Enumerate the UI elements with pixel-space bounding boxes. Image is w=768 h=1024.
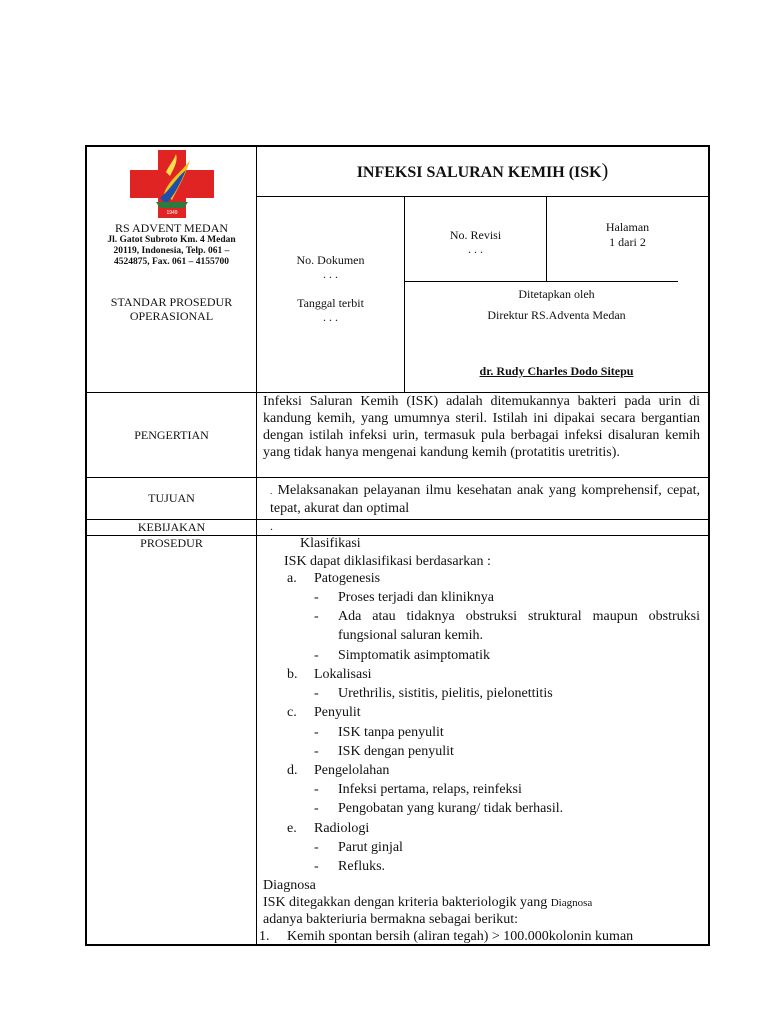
item-d-1: Pengobatan yang kurang/ tidak berhasil. [338,801,564,816]
ditetapkan-oleh: Ditetapkan oleh [518,287,595,301]
document-title [257,160,708,184]
hospital-address [87,235,256,268]
spo-line-2: OPERASIONAL [129,309,214,323]
spo-line-1: STANDAR PROSEDUR [110,295,233,309]
signatory-name: dr. Rudy Charles Dodo Sitepu [479,364,634,378]
tanggal-terbit-value: . . . [323,310,338,324]
dash-c-1: - [314,744,319,759]
item-a-2: fungsional saluran kemih. [338,628,484,643]
item-a-0: Proses terjadi dan kliniknya [338,590,494,605]
list-marker-d: d. [287,763,298,778]
kebijakan-label: KEBIJAKAN [137,520,206,534]
address-line-3: 4524875, Fax. 061 – 4155700 [113,257,230,267]
tujuan-dot: . [270,486,273,496]
tujuan-body: Melaksanakan pelayanan ilmu kesehatan anak yang komprehensif, cepat, tepat, akurat dan optimal [270,483,700,516]
diagnosa-line-1 [263,894,592,912]
dash-a-3: - [314,648,319,663]
dash-e-1: - [314,859,319,874]
diagnosa-heading: Diagnosa [263,878,316,893]
list-marker-a: a. [287,571,297,586]
halaman-value: 1 dari 2 [609,235,646,249]
address-line-2: 20119, Indonesia, Telp. 061 – [113,246,230,256]
list-marker-e: e. [287,821,297,836]
item-b-0: Urethrilis, sistitis, pielitis, pielonettitis [338,686,553,701]
item-e-0: Parut ginjal [338,840,403,855]
item-d-0: Infeksi pertama, relaps, reinfeksi [338,782,522,797]
title-row-divider [256,196,710,197]
list-label-e: Radiologi [314,821,370,836]
approval-top-divider [404,281,678,282]
tujuan-text [270,482,700,517]
direktur-title: Direktur RS.Adventa Medan [487,308,626,322]
item-c-1: ISK dengan penyulit [338,744,454,759]
no-dokumen-label: No. Dokumen [296,253,365,267]
no-dokumen-value: . . . [323,267,338,281]
dash-d-1: - [314,801,319,816]
kebijakan-text: . [270,519,273,533]
tujuan-label: TUJUAN [148,491,195,505]
diagnosa-line-1-text: ISK ditegakkan dengan kriteria bakteriologik yang [263,895,548,910]
dash-b-0: - [314,686,319,701]
klasifikasi-heading: Klasifikasi [300,536,361,551]
list-label-b: Lokalisasi [314,667,372,682]
dash-a-1: - [314,609,319,624]
dash-e-0: - [314,840,319,855]
tanggal-terbit-label: Tanggal terbit [297,296,364,310]
item-c-0: ISK tanpa penyulit [338,725,444,740]
table-border-right [708,145,710,946]
document-title-text: INFEKSI SALURAN KEMIH (ISK [356,164,602,181]
address-line-1: Jl. Gatot Subroto Km. 4 Medan [107,235,236,245]
spo-label [87,295,256,323]
halaman-label: Halaman [605,220,650,234]
prosedur-label: PROSEDUR [140,536,203,550]
no-revisi-value: . . . [468,242,483,256]
pengertian-bottom-divider [85,477,710,478]
numbered-marker-1: 1. [259,929,270,944]
hospital-name: RS ADVENT MEDAN [114,221,229,235]
dash-a-0: - [314,590,319,605]
dash-d-0: - [314,782,319,797]
item-a-1: Ada atau tidaknya obstruksi struktural maupun obstruksi [338,609,700,624]
list-marker-b: b. [287,667,298,682]
pengertian-label: PENGERTIAN [134,428,209,442]
no-revisi-label: No. Revisi [449,228,502,242]
item-e-1: Refluks. [338,859,386,874]
list-label-a: Patogenesis [314,571,381,586]
document-title-paren: ) [601,160,609,182]
list-marker-c: c. [287,705,297,720]
list-label-c: Penyulit [314,705,361,720]
logo-year: 1949 [166,210,178,216]
hospital-logo [130,150,214,218]
diagnosa-line-2: adanya bakteriuria bermakna sebagai berikut: [263,912,518,927]
table-border-top [85,145,709,147]
item-a-3: Simptomatik asimptomatik [338,648,491,663]
dash-c-0: - [314,725,319,740]
list-label-d: Pengelolahan [314,763,390,778]
diagnosa-small-label: Diagnosa [550,897,593,909]
klasifikasi-intro: ISK dapat diklasifikasi berdasarkan : [284,554,491,569]
pengertian-text: Infeksi Saluran Kemih (ISK) adalah ditemukannya bakteri pada urin di kandung kemih, yang umumnya steril. Istilah ini dipakai secara bergantian dengan istilah infeksi urin, termasuk pula berbagai infeksi disaluran kemih yang tidak hanya mengenai kandung kemih (protatitis uretritis). [263,394,700,460]
numbered-item-1: Kemih spontan bersih (aliran tegah) > 100.000kolonin kuman [287,929,634,944]
